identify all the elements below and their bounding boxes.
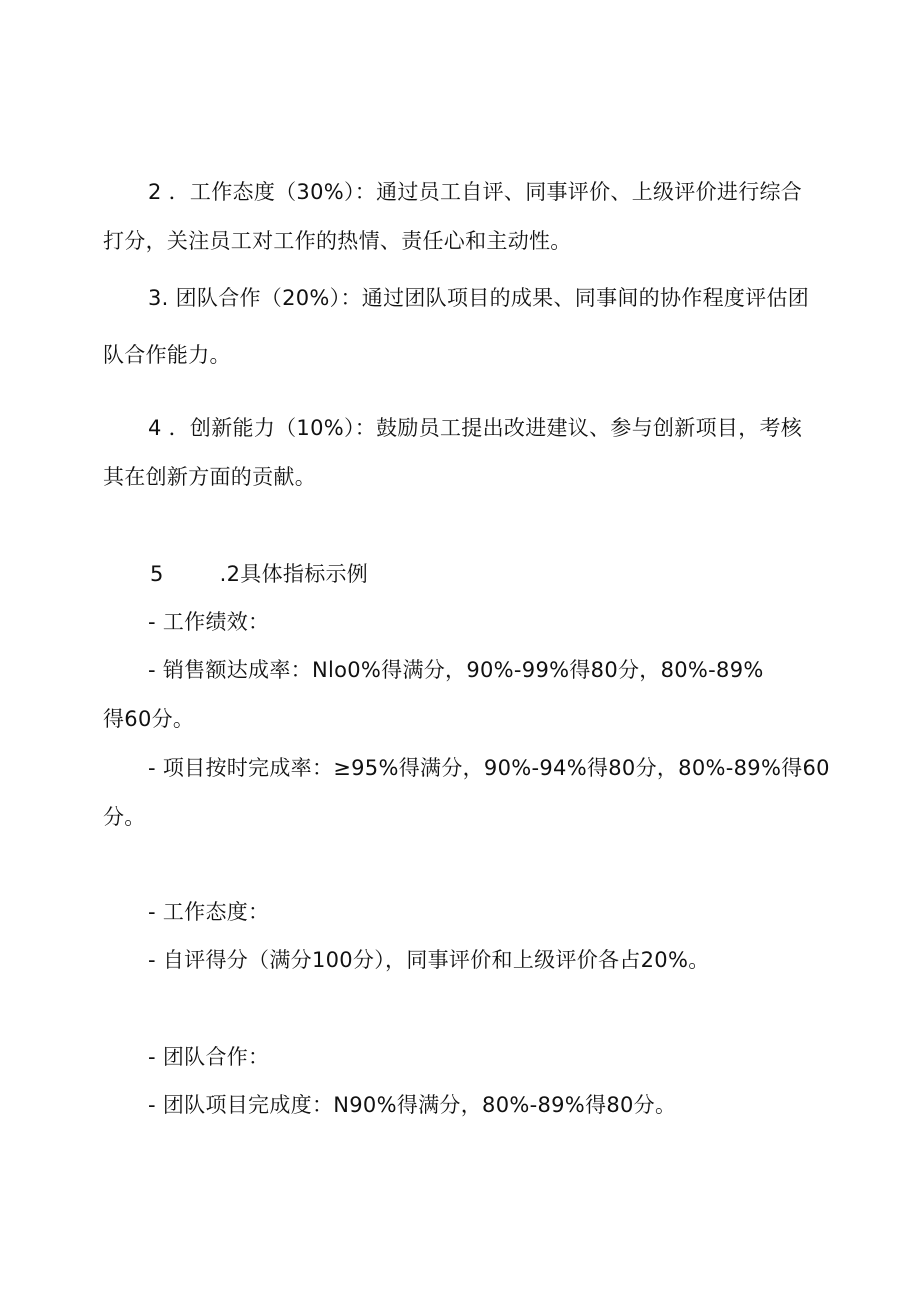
section-title: .2具体指标示例 [219, 562, 369, 586]
team-completion-line: - 团队项目完成度：N90%得满分，80%-89%得80分。 [148, 1093, 677, 1117]
section-number: 5 [150, 562, 164, 586]
self-eval-line: - 自评得分（满分100分），同事评价和上级评价各占20%。 [148, 948, 710, 972]
item-attitude-line1: 2 ．工作态度（30%）：通过员工自评、同事评价、上级评价进行综合 [148, 180, 803, 204]
item-teamwork-line1: 3. 团队合作（20%）：通过团队项目的成果、同事间的协作程度评估团 [148, 286, 810, 310]
item-attitude-line2: 打分，关注员工对工作的热情、责任心和主动性。 [103, 229, 572, 253]
performance-heading: - 工作绩效： [148, 610, 270, 634]
sales-rate-line2: 得60分。 [103, 707, 195, 731]
item-innovation-line1: 4 ．创新能力（10%）：鼓励员工提出改进建议、参与创新项目，考核 [148, 416, 803, 440]
item-innovation-line2: 其在创新方面的贡献。 [103, 465, 316, 489]
attitude-heading: - 工作态度： [148, 900, 270, 924]
section-heading [150, 560, 368, 588]
teamwork-heading: - 团队合作： [148, 1045, 270, 1069]
project-rate-line2: 分。 [103, 805, 146, 829]
item-teamwork-line2: 队合作能力。 [103, 343, 231, 367]
sales-rate-line1: - 销售额达成率：Nlo0%得满分，90%-99%得80分，80%-89% [148, 658, 764, 682]
project-rate-line1: - 项目按时完成率：≥95%得满分，90%-94%得80分，80%-89%得60 [148, 756, 830, 780]
